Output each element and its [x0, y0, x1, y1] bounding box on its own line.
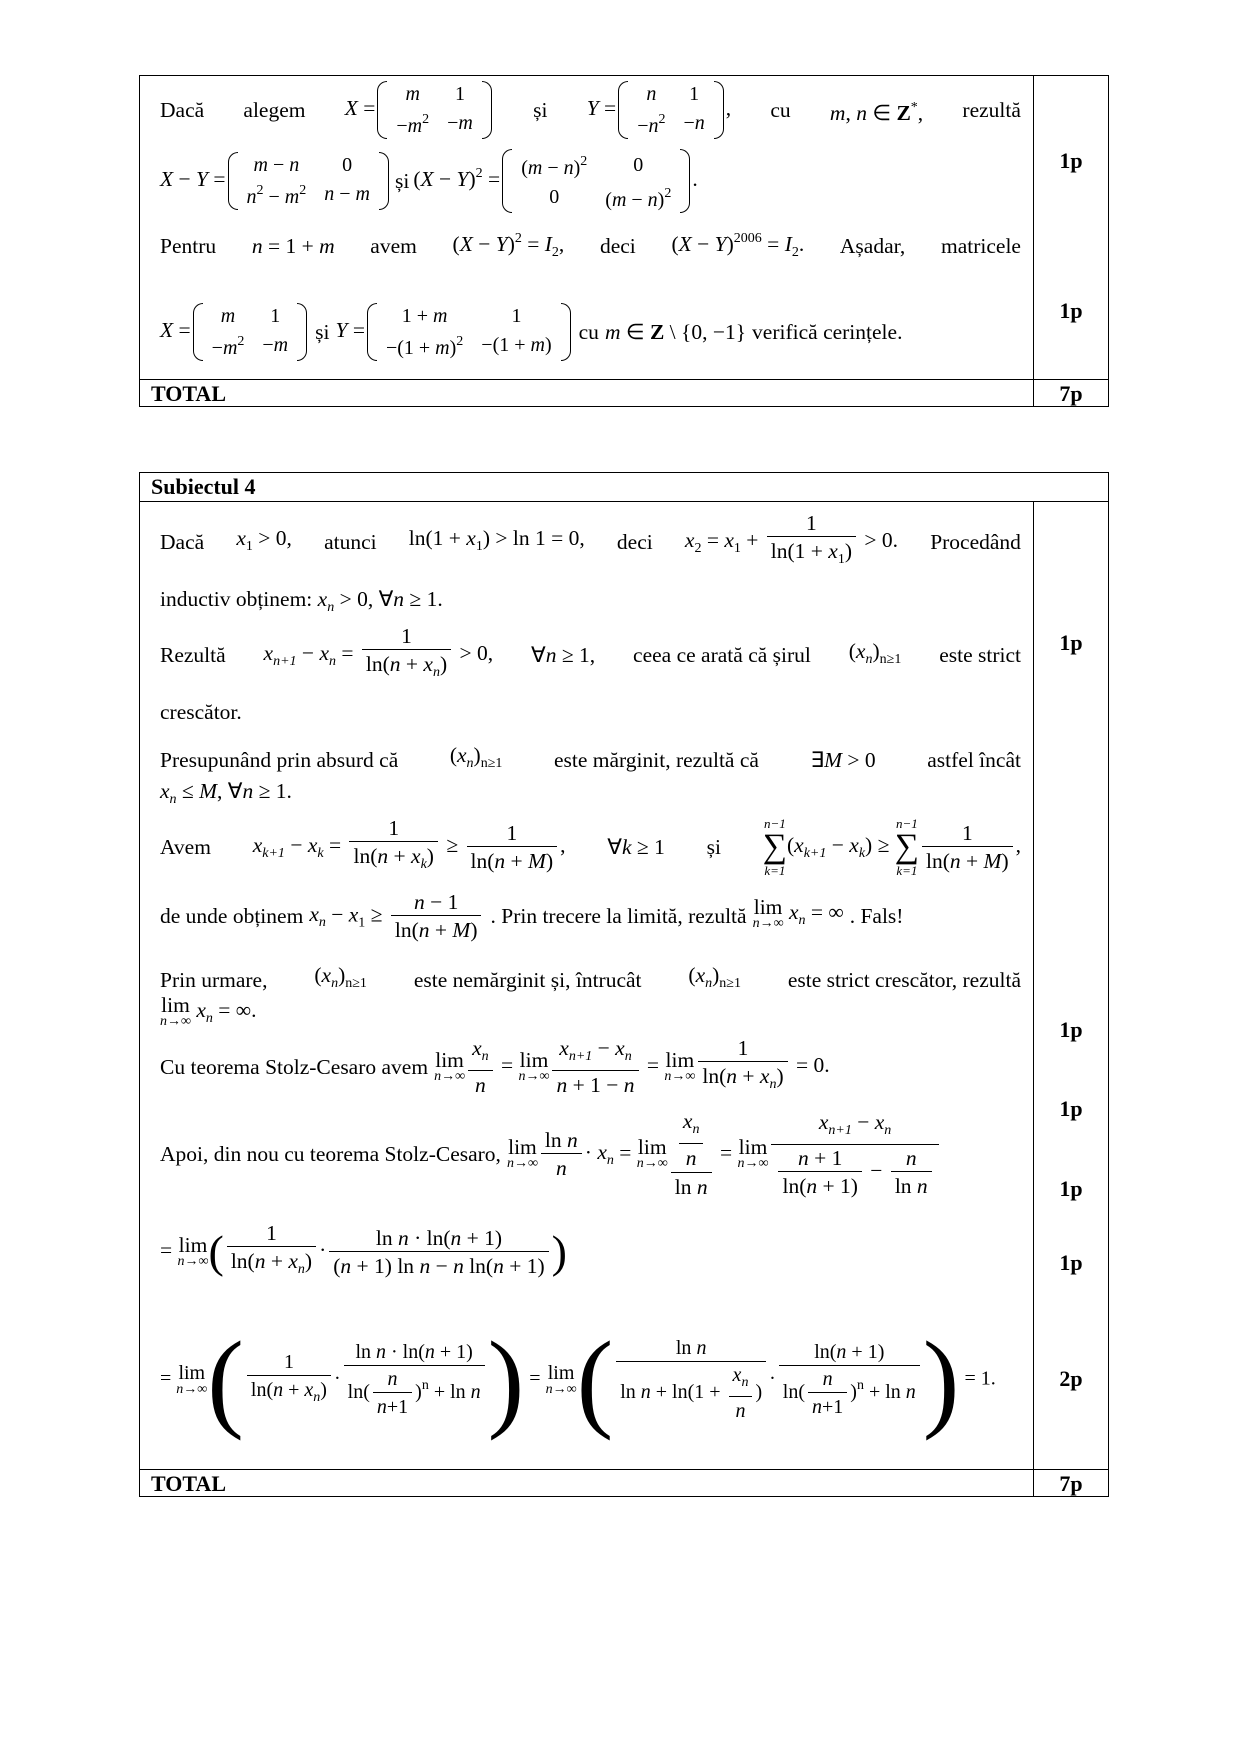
text-este-nemarginit: este nemărginit și, întrucât: [413, 967, 642, 992]
text-presupunand: Presupunând prin absurd că: [160, 747, 399, 772]
math-lim-inf-2: lim n→∞ $x_n$ = ∞.: [160, 992, 257, 1029]
subject4-heading: Subiectul 4: [140, 473, 1108, 502]
text-procedand: Procedând: [930, 530, 1021, 554]
math-n-eq: n = 1 + m: [251, 234, 335, 258]
s4-line-7: [160, 814, 1021, 880]
math-x2-def: $x_2 = x_1$ + $\frac{1}{\ln(1 + x_1)}$ > 0.: [684, 511, 899, 567]
top-content: [140, 76, 1034, 379]
points-1: 1p: [1059, 148, 1083, 173]
text-alegem: alegem: [243, 98, 306, 122]
text-prin-urmare: Prin urmare,: [160, 967, 268, 992]
text-si: și: [706, 835, 721, 859]
total-points-s4: 7p: [1059, 1471, 1083, 1496]
points-2: 1p: [1059, 298, 1083, 323]
text-matricele: matricele: [940, 234, 1021, 258]
s4-line-13: [160, 1214, 1021, 1290]
math-m-set: m ∈ Z \ {0, −1}: [604, 320, 747, 344]
matrix-Y: Y = n 1 $-n^2$ −n ,: [586, 83, 732, 137]
points-s4-4: 1p: [1059, 1176, 1083, 1201]
math-xn-pos: $x_n > 0$, ∀n ≥ 1.: [317, 587, 443, 615]
matrix-X-minus-Y: X − Y = m − n 0 $n^2 - m^2$ n − m: [160, 152, 391, 210]
top-points-col: [1034, 76, 1108, 379]
text-ceea: ceea ce arată că șirul: [633, 643, 811, 667]
math-stolz-2: lim n→∞ $\frac{\text{ln n}}{n}$ · $x_n$ = lim n→∞ $\frac{\frac{x_n}{n}}{\text{ln n}}$ = lim n→∞ $x_{n+1} - x_n$ $\frac{n + 1}{\ln(n + 1)}$ − $\frac{n}{\text{ln n}}$: [507, 1108, 942, 1201]
subject4-table: [139, 472, 1109, 1497]
text-astfel: astfel încât: [927, 747, 1021, 772]
text-deci: deci: [599, 234, 636, 258]
math-sum-ineq: n−1 ∑ k=1 $(x_{k+1} - x_k)$ ≥ n−1 ∑ k=1 $\frac{1}{\ln(n + M)}$ ,: [762, 816, 1021, 878]
points-s4-2: 1p: [1059, 1017, 1083, 1042]
text-deci: deci: [616, 530, 653, 554]
math-sequence-3: $(x_n)_{n\ge 1}$: [314, 963, 367, 991]
text-rezulta: rezultă: [962, 98, 1021, 122]
s4-line-3: [160, 624, 1021, 686]
top-total-row: [140, 379, 1108, 407]
math-bound: $x_n \le M$, ∀n ≥ 1.: [160, 779, 292, 807]
s4-line-2: [160, 584, 1021, 623]
math-power-identity: $(X - Y)^{2006} = I_2$.: [671, 231, 805, 260]
text-daca: Dacă: [160, 98, 205, 122]
text-este-strict: este strict: [939, 643, 1021, 667]
math-sequence-4: $(x_n)_{n\ge 1}$: [688, 963, 741, 991]
math-step-1: = lim n→∞ ( $\frac{1}{\ln(n + x_n)}$ · $\frac{\text{ln n · ln(n + 1)}}{\text{(n + 1) ln n − n ln(n + 1)}}$ ): [160, 1221, 567, 1278]
math-stolz-1: lim n→∞ $\frac{x_n}{n}$ = lim n→∞ $\frac{x_{n+1} - x_n}{n + 1 - n}$ = lim n→∞ $\frac{1}{\ln(n + x_n)}$ = 0.: [434, 1036, 830, 1097]
math-forall-n: ∀n ≥ 1,: [531, 643, 596, 667]
top-line-1: [160, 80, 1021, 140]
text-este-strict-crescator: este strict crescător, rezultă: [787, 967, 1021, 992]
text-rezulta: Rezultă: [160, 643, 226, 667]
text-de-unde: de unde obținem: [160, 904, 304, 928]
top-line-3: [160, 228, 1021, 264]
s4-line-1: [160, 512, 1021, 572]
points-s4-6: 2p: [1059, 1366, 1083, 1391]
subject4-total-row: [140, 1469, 1108, 1497]
matrix-X-final: X = m 1 $-m^2$ −m: [160, 303, 309, 361]
math-exists-M: ∃M > 0: [810, 747, 876, 772]
top-line-4: [160, 294, 1021, 370]
text-inductiv: inductiv obținem:: [160, 587, 313, 611]
matrix-Y-final: Y = 1 + m 1 $-(1 + m)^2$ −(1 + m): [335, 303, 572, 361]
top-line-2: [160, 148, 1021, 214]
text-avem: avem: [370, 234, 417, 258]
text-pentru: Pentru: [160, 234, 217, 258]
top-table: [139, 75, 1109, 407]
text-apoi: Apoi, din nou cu teorema Stolz-Cesaro,: [160, 1142, 501, 1166]
s4-line-4: [160, 697, 1021, 727]
points-s4-3: 1p: [1059, 1096, 1083, 1121]
math-step-2: = lim n→∞ ( $\frac{1}{\ln(n + x_n)}$ · ln n · ln(n + 1) ln( $\frac{n}{n+1}$ )$^n$ + ln n ) = lim n→∞ ( ln n ln n + ln(1 + $\frac{x_n}{n}$ ) · ln(n + 1) ln( $\frac{n}{n+1}$ )$^n$ + ln n ) = 1.: [160, 1319, 996, 1441]
s4-line-5: [160, 740, 1021, 779]
matrix-X-minus-Y-squared: $(X - Y)^2$ = $(m - n)^2$ 0 0 $(m - n)^2$ .: [413, 149, 697, 213]
text-stolz: Cu teorema Stolz-Cesaro avem: [160, 1055, 429, 1079]
s4-line-14: [160, 1298, 1021, 1462]
matrix-X: X = m 1 $-m^2$ −m: [345, 81, 494, 139]
math-sequence-2: $(x_n)_{n\ge 1}$: [449, 743, 503, 771]
text-este-marginit: este mărginit, rezultă că: [553, 747, 759, 772]
text-cu-2: cu: [578, 320, 599, 344]
text-daca: Dacă: [160, 530, 205, 554]
text-cu: cu: [770, 98, 791, 122]
text-si-2: și: [394, 169, 410, 193]
s4-line-11: [160, 1036, 1021, 1098]
math-k-ineq: $x_{k+1} - x_k$ = $\frac{1}{\ln(n + x_k)}$ ≥ $\frac{1}{\ln(n + M)}$ ,: [252, 816, 566, 873]
text-fals: . Fals!: [849, 904, 904, 928]
text-asadar: Așadar,: [839, 234, 906, 258]
math-x1-pos: $x_1 > 0$,: [236, 525, 292, 554]
total-label-s4: TOTAL: [140, 1470, 1034, 1497]
s4-line-12: [160, 1104, 1021, 1204]
math-ln-ineq: $\ln(1 + x_1) > \ln 1 = 0$,: [408, 525, 585, 554]
text-crescator: crescător.: [160, 700, 242, 724]
text-prin-trecere: . Prin trecere la limită, rezultă: [490, 904, 747, 928]
math-mn-in-Z: m, n ∈ Z*,: [829, 99, 924, 125]
text-si: și: [533, 98, 548, 122]
text-verifica: verifică cerințele.: [752, 320, 903, 344]
subject4-content: [140, 502, 1034, 1469]
total-label: TOTAL: [140, 380, 1034, 407]
s4-line-8: [160, 886, 1021, 946]
math-forall-k: ∀k ≥ 1: [607, 835, 665, 859]
text-avem: Avem: [160, 835, 211, 859]
total-points: 7p: [1059, 381, 1083, 406]
s4-line-10: [160, 994, 1021, 1034]
s4-line-6: [160, 776, 1021, 815]
math-square-identity: $(X - Y)^2 = I_2$,: [452, 231, 565, 260]
points-s4-1: 1p: [1059, 630, 1083, 655]
points-s4-5: 1p: [1059, 1250, 1083, 1275]
math-sequence: $(x_n)_{n\ge 1}$: [848, 638, 902, 667]
text-atunci: atunci: [324, 530, 377, 554]
subject4-points-col: [1034, 502, 1108, 1469]
math-lim-inf: lim n→∞ $x_n$ = ∞: [752, 894, 844, 931]
text-si-3: și: [315, 320, 330, 344]
math-xn-lower: $x_n - x_1$ ≥ $\frac{n - 1}{\ln(n + M)}$: [309, 889, 484, 944]
math-increment: $x_{n+1} - x_n$ = $\frac{1}{\ln(n + x_n)}$ > 0,: [263, 624, 494, 680]
